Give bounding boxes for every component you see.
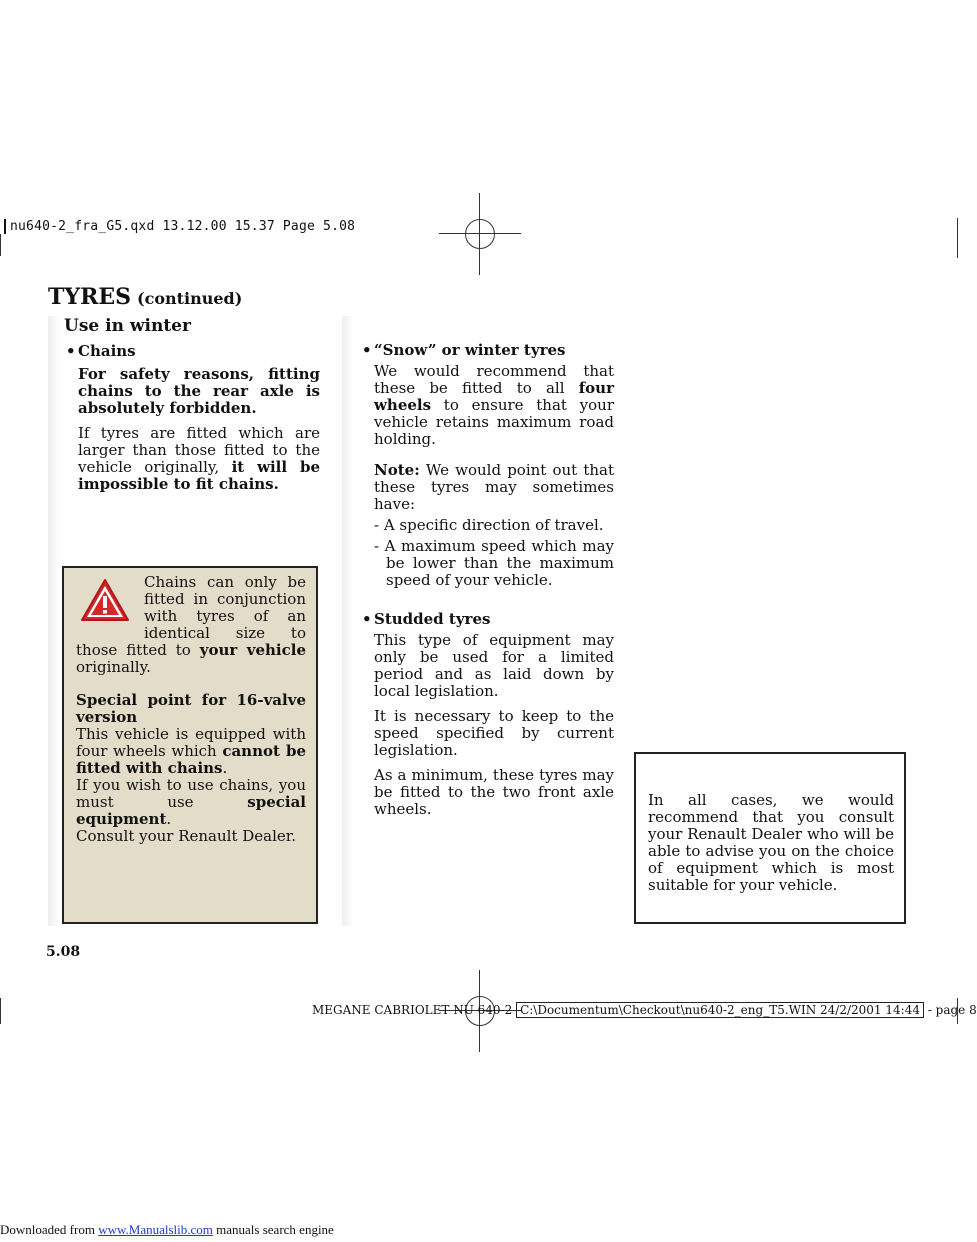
- print-slug: nu640-2_fra_G5.qxd 13.12.00 15.37 Page 5.08: [4, 219, 355, 234]
- crop-mark: [0, 234, 1, 256]
- note-item: - A maximum speed which may be lower than the maximum speed of your vehicle.: [374, 537, 614, 589]
- note-item: - A specific direction of travel.: [374, 516, 604, 534]
- warning-box: [62, 566, 318, 924]
- section-heading: Use in winter: [64, 316, 191, 336]
- warning-triangle-icon: [76, 574, 134, 628]
- snow-tyres-text: We would recommend that these be fitted to all four wheels to ensure that your vehicle retains maximum road holding.: [374, 362, 614, 448]
- studded-tyres-text: This type of equipment may only be used for a limited period and as laid down by local legislation.: [374, 631, 614, 700]
- page-number: 5.08: [46, 944, 81, 960]
- print-footer: MEGANE CABRIOLET NU 640-2 C:\Documentum\Checkout\nu640-2_eng_T5.WIN 24/2/2001 14:44 - page 8: [312, 1003, 977, 1017]
- info-box: [634, 752, 906, 924]
- page-title: TYRES (continued): [48, 284, 243, 310]
- warning-chains-text: Chains can only be fitted in conjunction with tyres of an identical size to those fitted to your vehicle originally.: [76, 573, 306, 676]
- studded-axle-text: As a minimum, these tyres may be fitted to the two front axle wheels.: [374, 766, 614, 818]
- note-text: Note: We would point out that these tyres may sometimes have:: [374, 461, 614, 513]
- download-bar: Downloaded from www.Manualslib.com manuals search engine: [0, 1222, 334, 1237]
- right-column: [374, 342, 614, 826]
- consult-dealer-text: Consult your Renault Dealer.: [76, 827, 297, 845]
- special-point-text: This vehicle is equipped with four wheels which cannot be fitted with chains.: [76, 725, 306, 777]
- special-equipment-text: If you wish to use chains, you must use special equipment.: [76, 776, 306, 828]
- special-point-heading: Special point for 16-valve version: [76, 691, 306, 726]
- studded-tyres-heading: • Studded tyres: [374, 611, 614, 628]
- crop-mark: [0, 998, 1, 1024]
- studded-speed-text: It is necessary to keep to the speed specified by current legislation.: [374, 707, 614, 759]
- column-rule: [342, 316, 354, 926]
- chains-warning-text: For safety reasons, fitting chains to the rear axle is absolutely forbidden.: [78, 365, 320, 417]
- registration-mark-icon: [439, 193, 521, 275]
- chains-size-text: If tyres are fitted which are larger than those fitted to the vehicle originally, it will be impossible to fit chains.: [78, 424, 320, 493]
- manualslib-link[interactable]: www.Manualslib.com: [98, 1222, 213, 1237]
- crop-mark: [957, 218, 958, 258]
- snow-tyres-heading: • “Snow” or winter tyres: [374, 342, 614, 359]
- chains-heading: • Chains: [78, 343, 320, 360]
- left-column: [64, 318, 320, 501]
- info-box-text: In all cases, we would recommend that you consult your Renault Dealer who will be able to advise you on the choice of equipment which is most suitable for your vehicle.: [648, 791, 894, 894]
- column-rule: [48, 316, 60, 926]
